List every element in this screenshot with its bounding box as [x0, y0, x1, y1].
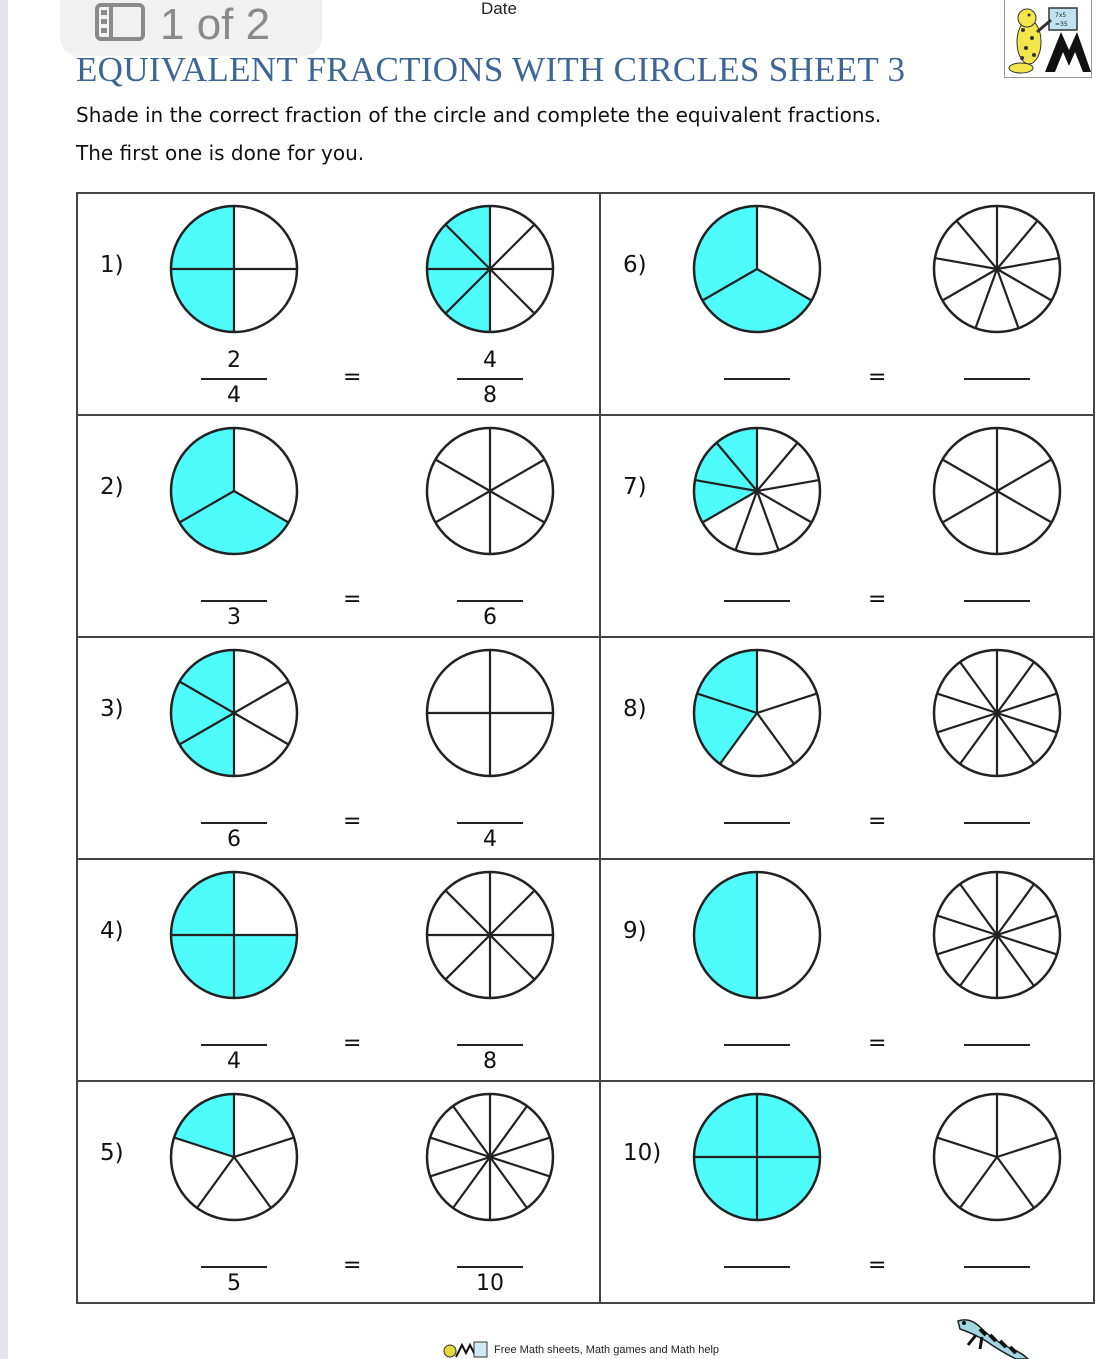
- denominator[interactable]: [964, 381, 1030, 411]
- worksheet-row: [78, 416, 1093, 638]
- denominator[interactable]: 4: [227, 383, 241, 408]
- segment-divider: [435, 491, 490, 523]
- problem-8: [601, 638, 1093, 858]
- segment-divider: [490, 491, 545, 523]
- fraction-bar: [964, 600, 1030, 602]
- equals-sign: =: [868, 809, 887, 834]
- fraction-circle-right[interactable]: [423, 1090, 557, 1224]
- equals-sign: =: [868, 1253, 887, 1278]
- segment-divider: [997, 884, 1034, 935]
- problem-number: 1): [100, 252, 124, 278]
- fraction-bar: [201, 822, 267, 824]
- problem-2: [78, 416, 601, 636]
- segment-divider: [937, 916, 997, 935]
- problem-number: 10): [623, 1140, 662, 1166]
- equals-sign: =: [868, 365, 887, 390]
- denominator[interactable]: [964, 825, 1030, 855]
- fraction-circle-right[interactable]: [423, 424, 557, 558]
- fraction-circle-right[interactable]: [423, 868, 557, 1002]
- segment-divider: [997, 1138, 1057, 1157]
- right-fraction[interactable]: [457, 1234, 523, 1298]
- footer-logo-icon: [442, 1341, 488, 1359]
- left-fraction[interactable]: [201, 790, 267, 854]
- segment-divider: [937, 935, 997, 954]
- fraction-bar: [724, 600, 790, 602]
- denominator[interactable]: 8: [483, 1049, 497, 1074]
- segment-divider: [942, 491, 997, 523]
- segment-divider: [937, 694, 997, 713]
- problem-7: [601, 416, 1093, 636]
- fraction-circle-left[interactable]: [167, 646, 301, 780]
- segment-divider: [490, 1138, 550, 1157]
- worksheet-row: [78, 638, 1093, 860]
- problem-6: [601, 194, 1093, 414]
- left-fraction[interactable]: [201, 568, 267, 632]
- instructions-line-1: Shade in the correct fraction of the circle and complete the equivalent fractions.: [76, 103, 882, 127]
- viewer-sidebar-edge: [0, 0, 8, 1359]
- problem-5: [78, 1082, 601, 1304]
- segment-divider: [937, 713, 997, 732]
- page-indicator[interactable]: [60, 0, 322, 56]
- fraction-bar: [201, 600, 267, 602]
- denominator[interactable]: [724, 603, 790, 633]
- problem-4: [78, 860, 601, 1080]
- instructions-line-2: The first one is done for you.: [76, 141, 365, 165]
- right-fraction[interactable]: [457, 790, 523, 854]
- right-fraction[interactable]: [964, 568, 1030, 632]
- fraction-circle-left[interactable]: [690, 202, 824, 336]
- numerator[interactable]: [724, 568, 790, 598]
- fraction-bar: [724, 1044, 790, 1046]
- problem-number: 9): [623, 918, 647, 944]
- segment-divider: [435, 460, 490, 492]
- right-fraction[interactable]: [964, 1234, 1030, 1298]
- fraction-circle-right[interactable]: [423, 646, 557, 780]
- fraction-bar: [201, 378, 267, 380]
- fraction-circle-left[interactable]: [167, 202, 301, 336]
- svg-text:7x5: 7x5: [1055, 12, 1067, 19]
- segment-divider: [453, 1157, 490, 1208]
- page-title: EQUIVALENT FRACTIONS WITH CIRCLES SHEET 3: [76, 50, 906, 89]
- equals-sign: =: [343, 587, 362, 612]
- segment-divider: [445, 890, 490, 935]
- segment-divider: [430, 1138, 490, 1157]
- fraction-bar: [457, 822, 523, 824]
- fraction-circle-left[interactable]: [690, 868, 824, 1002]
- equals-sign: =: [343, 1253, 362, 1278]
- numerator[interactable]: [201, 790, 267, 820]
- segment-divider: [490, 460, 545, 492]
- segment-divider: [997, 491, 1052, 523]
- segment-divider: [490, 1106, 527, 1157]
- denominator[interactable]: [964, 603, 1030, 633]
- fraction-bar: [457, 1266, 523, 1268]
- equals-sign: =: [343, 1031, 362, 1056]
- segment-divider: [490, 935, 535, 980]
- segment-divider: [490, 1157, 550, 1176]
- sidebar-pages-icon: [94, 2, 146, 42]
- numerator[interactable]: [964, 568, 1030, 598]
- segment-divider: [757, 491, 779, 550]
- segment-divider: [453, 1106, 490, 1157]
- fraction-circle-right[interactable]: [930, 646, 1064, 780]
- segment-divider: [757, 443, 797, 491]
- problem-number: 3): [100, 696, 124, 722]
- denominator[interactable]: [964, 1047, 1030, 1077]
- fraction-circle-left[interactable]: [167, 424, 301, 558]
- denominator[interactable]: 10: [476, 1271, 504, 1296]
- segment-divider: [757, 480, 819, 491]
- segment-divider: [960, 662, 997, 713]
- fraction-circle-right[interactable]: [930, 1090, 1064, 1224]
- numerator[interactable]: [724, 346, 790, 376]
- segment-divider: [997, 935, 1057, 954]
- footer-link[interactable]: Free Math sheets, Math games and Math help: [494, 1344, 720, 1356]
- problem-9: [601, 860, 1093, 1080]
- numerator[interactable]: [964, 790, 1030, 820]
- shaded-region: [171, 650, 234, 776]
- numerator[interactable]: [964, 1234, 1030, 1264]
- denominator[interactable]: 6: [483, 605, 497, 630]
- problem-3: [78, 638, 601, 858]
- fraction-bar: [201, 1266, 267, 1268]
- left-fraction[interactable]: [201, 346, 267, 410]
- numerator[interactable]: [964, 1012, 1030, 1042]
- right-fraction[interactable]: [964, 346, 1030, 410]
- denominator[interactable]: [724, 1047, 790, 1077]
- segment-divider: [490, 1157, 527, 1208]
- numerator[interactable]: [964, 346, 1030, 376]
- right-fraction[interactable]: [457, 1012, 523, 1076]
- segment-divider: [997, 662, 1034, 713]
- denominator[interactable]: 4: [227, 1049, 241, 1074]
- math-salamanders-logo: [1004, 0, 1092, 78]
- right-fraction[interactable]: [964, 1012, 1030, 1076]
- date-label: Date: [481, 0, 517, 18]
- segment-divider: [942, 460, 997, 492]
- problem-number: 8): [623, 696, 647, 722]
- segment-divider: [960, 935, 997, 986]
- numerator[interactable]: [457, 790, 523, 820]
- numerator[interactable]: [457, 568, 523, 598]
- problem-10: [601, 1082, 1093, 1304]
- right-fraction[interactable]: [457, 346, 523, 410]
- right-fraction[interactable]: [457, 568, 523, 632]
- segment-divider: [757, 491, 812, 523]
- segment-divider: [197, 1157, 234, 1208]
- segment-divider: [960, 713, 997, 764]
- fraction-bar: [201, 1044, 267, 1046]
- denominator[interactable]: [724, 1269, 790, 1299]
- right-fraction[interactable]: [964, 790, 1030, 854]
- numerator[interactable]: [201, 1012, 267, 1042]
- denominator[interactable]: 4: [483, 827, 497, 852]
- equals-sign: =: [868, 1031, 887, 1056]
- shaded-region: [694, 872, 757, 998]
- denominator[interactable]: 6: [227, 827, 241, 852]
- segment-divider: [490, 890, 535, 935]
- worksheet-row: [78, 194, 1093, 416]
- fraction-bar: [964, 378, 1030, 380]
- fraction-bar: [964, 1266, 1030, 1268]
- segment-divider: [997, 460, 1052, 492]
- fraction-circle-left[interactable]: [167, 1090, 301, 1224]
- salamander-mascot-icon: [950, 1315, 1030, 1359]
- fraction-bar: [457, 1044, 523, 1046]
- segment-divider: [490, 269, 535, 314]
- denominator[interactable]: [724, 825, 790, 855]
- fraction-circle-right[interactable]: [930, 868, 1064, 1002]
- segment-divider: [234, 1157, 271, 1208]
- numerator[interactable]: [724, 790, 790, 820]
- segment-divider: [234, 682, 289, 714]
- worksheet-grid: [76, 192, 1095, 1304]
- numerator[interactable]: [457, 1012, 523, 1042]
- problem-number: 2): [100, 474, 124, 500]
- left-fraction[interactable]: [201, 1012, 267, 1076]
- numerator[interactable]: [724, 1234, 790, 1264]
- fraction-circle-left[interactable]: [690, 1090, 824, 1224]
- numerator[interactable]: 4: [483, 348, 497, 373]
- segment-divider: [997, 713, 1034, 764]
- fraction-bar: [457, 378, 523, 380]
- segment-divider: [997, 935, 1034, 986]
- fraction-circle-left[interactable]: [690, 646, 824, 780]
- segment-divider: [935, 258, 997, 269]
- segment-divider: [430, 1157, 490, 1176]
- denominator[interactable]: [724, 381, 790, 411]
- left-fraction[interactable]: [724, 1234, 790, 1298]
- segment-divider: [975, 269, 997, 328]
- segment-divider: [757, 694, 817, 713]
- fraction-bar: [964, 822, 1030, 824]
- numerator[interactable]: [201, 1234, 267, 1264]
- segment-divider: [937, 1138, 997, 1157]
- problem-number: 5): [100, 1140, 124, 1166]
- segment-divider: [997, 1157, 1034, 1208]
- worksheet-row: [78, 860, 1093, 1082]
- fraction-circle-right[interactable]: [930, 202, 1064, 336]
- segment-divider: [997, 221, 1037, 269]
- page-indicator-text: 1 of 2: [160, 0, 271, 49]
- left-fraction[interactable]: [724, 790, 790, 854]
- equals-sign: =: [868, 587, 887, 612]
- equals-sign: =: [343, 365, 362, 390]
- segment-divider: [997, 694, 1057, 713]
- worksheet-row: [78, 1082, 1093, 1304]
- segment-divider: [490, 224, 535, 269]
- numerator[interactable]: [457, 1234, 523, 1264]
- segment-divider: [234, 1138, 294, 1157]
- fraction-circle-right[interactable]: [423, 202, 557, 336]
- left-fraction[interactable]: [724, 1012, 790, 1076]
- equals-sign: =: [343, 809, 362, 834]
- fraction-bar: [457, 600, 523, 602]
- segment-divider: [997, 916, 1057, 935]
- denominator[interactable]: [964, 1269, 1030, 1299]
- fraction-circle-left[interactable]: [167, 868, 301, 1002]
- numerator[interactable]: 2: [227, 348, 241, 373]
- problem-number: 4): [100, 918, 124, 944]
- denominator[interactable]: 3: [227, 605, 241, 630]
- segment-divider: [942, 269, 997, 301]
- left-fraction[interactable]: [201, 1234, 267, 1298]
- segment-divider: [960, 884, 997, 935]
- segment-divider: [997, 269, 1052, 301]
- left-fraction[interactable]: [724, 568, 790, 632]
- logo-icon: [1005, 0, 1091, 77]
- segment-divider: [997, 258, 1059, 269]
- fraction-bar: [724, 378, 790, 380]
- segment-divider: [757, 713, 794, 764]
- fraction-bar: [724, 822, 790, 824]
- denominator[interactable]: 8: [483, 383, 497, 408]
- fraction-bar: [724, 1266, 790, 1268]
- segment-divider: [445, 935, 490, 980]
- segment-divider: [234, 713, 289, 745]
- segment-divider: [997, 269, 1019, 328]
- numerator[interactable]: [201, 568, 267, 598]
- problem-number: 6): [623, 252, 647, 278]
- problem-1: [78, 194, 601, 414]
- fraction-circle-left[interactable]: [690, 424, 824, 558]
- left-fraction[interactable]: [724, 346, 790, 410]
- fraction-bar: [964, 1044, 1030, 1046]
- segment-divider: [957, 221, 997, 269]
- numerator[interactable]: [724, 1012, 790, 1042]
- segment-divider: [960, 1157, 997, 1208]
- segment-divider: [997, 713, 1057, 732]
- svg-text:=35: =35: [1055, 21, 1068, 28]
- problem-number: 7): [623, 474, 647, 500]
- fraction-circle-right[interactable]: [930, 424, 1064, 558]
- denominator[interactable]: 5: [227, 1271, 241, 1296]
